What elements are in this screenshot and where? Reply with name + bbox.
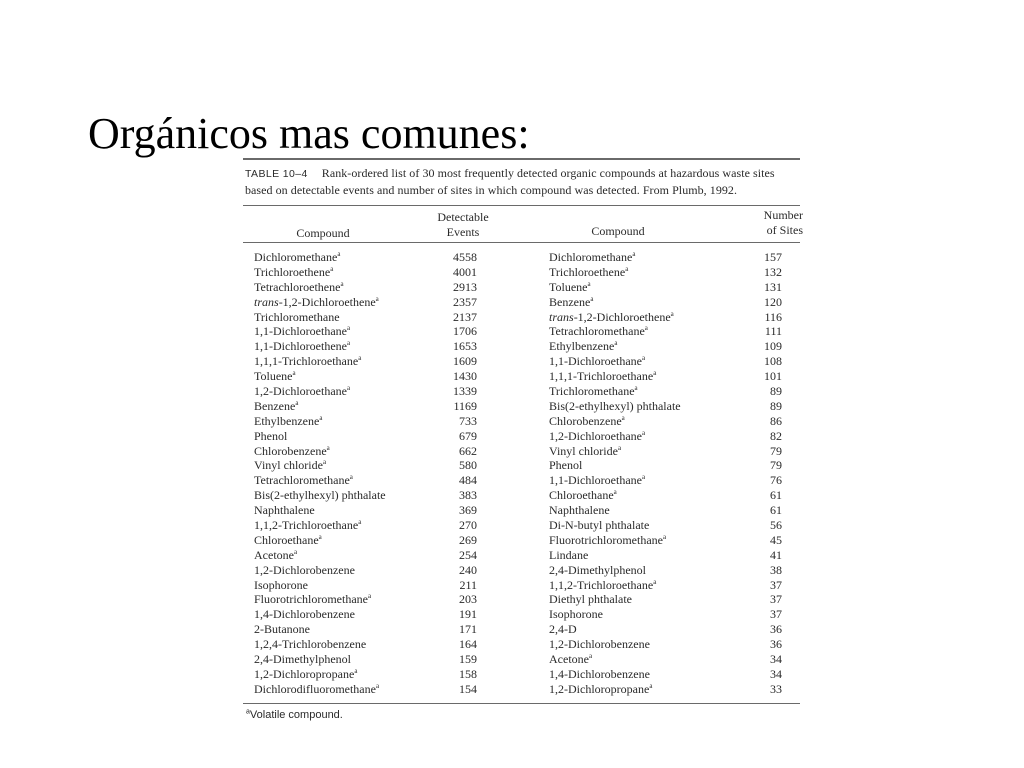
volatile-marker: a xyxy=(322,458,327,467)
table-caption-text: Rank-ordered list of 30 most frequently detected organic compounds at hazardous waste sites based on detectable events and number of sites in which compound was detected. From Plumb, 1992. xyxy=(245,166,775,197)
number-of-sites-value: 76 xyxy=(770,473,782,488)
table-row xyxy=(243,473,800,488)
volatile-marker: a xyxy=(653,577,657,586)
table-row xyxy=(243,280,800,295)
table-row xyxy=(243,592,800,607)
compound-left xyxy=(254,488,386,503)
compound-right xyxy=(549,295,593,310)
table-row xyxy=(243,354,800,369)
compound-name: Chlorobenzene xyxy=(549,413,622,428)
compound-name: Benzene xyxy=(549,294,591,309)
compound-name: Toluene xyxy=(254,369,293,384)
number-of-sites-value: 79 xyxy=(770,443,782,458)
number-of-sites-value: 36 xyxy=(770,637,782,652)
detectable-events-value: 154 xyxy=(459,681,477,696)
detectable-events-value: 679 xyxy=(459,428,477,443)
compound-right xyxy=(549,265,628,280)
compound-right xyxy=(549,607,603,622)
header-compound-left: Compound xyxy=(296,226,350,240)
table-bottom-rule xyxy=(243,703,800,704)
compound-name: 2,4-Dimethylphenol xyxy=(254,652,351,667)
table-row xyxy=(243,607,800,622)
detectable-events-value: 4001 xyxy=(453,264,477,279)
compound-name: 1,1-Dichloroethane xyxy=(254,324,347,339)
detectable-events-value: 383 xyxy=(459,488,477,503)
compound-right xyxy=(549,518,649,533)
compound-name: 1,2-Dichlorobenzene xyxy=(549,637,650,652)
compound-right xyxy=(549,444,621,459)
number-of-sites-value: 131 xyxy=(764,279,782,294)
compound-name: 1,1-Dichloroethane xyxy=(549,354,642,369)
volatile-marker: a xyxy=(375,294,379,303)
table-row xyxy=(243,667,800,682)
detectable-events-value: 484 xyxy=(459,473,477,488)
footnote-text: Volatile compound. xyxy=(249,709,343,721)
volatile-marker: a xyxy=(346,384,351,393)
compound-left xyxy=(254,578,308,593)
detectable-events-value: 1169 xyxy=(453,398,477,413)
detectable-events-value: 662 xyxy=(459,443,477,458)
table-image xyxy=(243,158,803,724)
compound-prefix: trans xyxy=(254,294,279,309)
compound-left xyxy=(254,607,355,622)
volatile-marker: a xyxy=(662,532,667,541)
compound-left xyxy=(254,339,350,354)
number-of-sites-value: 37 xyxy=(770,607,782,622)
compound-right xyxy=(549,488,617,503)
number-of-sites-value: 34 xyxy=(770,652,782,667)
compound-name: 1,1,2-Trichloroethane xyxy=(254,518,359,533)
table-header-bottom-rule xyxy=(243,242,800,243)
volatile-marker: a xyxy=(337,250,341,258)
compound-left xyxy=(254,265,333,280)
compound-right xyxy=(549,384,638,399)
compound-right xyxy=(549,280,591,295)
table-row xyxy=(243,429,800,444)
number-of-sites-value: 37 xyxy=(770,577,782,592)
compound-left xyxy=(254,548,297,563)
compound-right xyxy=(549,339,617,354)
compound-left xyxy=(254,250,340,265)
number-of-sites-value: 109 xyxy=(764,339,782,354)
detectable-events-value: 158 xyxy=(459,666,477,681)
number-of-sites-value: 89 xyxy=(770,398,782,413)
compound-right xyxy=(549,250,635,265)
detectable-events-value: 203 xyxy=(459,592,477,607)
volatile-marker: a xyxy=(641,473,646,482)
compound-name: 1,2-Dichlorobenzene xyxy=(254,562,355,577)
compound-name: Naphthalene xyxy=(254,503,315,518)
volatile-marker: a xyxy=(367,592,372,601)
volatile-marker: a xyxy=(292,369,296,378)
number-of-sites-value: 116 xyxy=(764,309,782,324)
compound-left xyxy=(254,310,340,325)
detectable-events-value: 2357 xyxy=(453,294,477,309)
number-of-sites-value: 56 xyxy=(770,518,782,533)
compound-name: 1,1,1-Trichloroethane xyxy=(254,354,359,369)
table-row xyxy=(243,563,800,578)
number-of-sites-value: 45 xyxy=(770,532,782,547)
detectable-events-value: 580 xyxy=(459,458,477,473)
compound-name: Diethyl phthalate xyxy=(549,592,632,607)
compound-name: Chlorobenzene xyxy=(254,443,327,458)
compound-left xyxy=(254,369,296,384)
compound-name: Trichloroethene xyxy=(254,264,331,279)
volatile-marker: a xyxy=(632,250,636,258)
number-of-sites-value: 79 xyxy=(770,458,782,473)
detectable-events-value: 4558 xyxy=(453,250,477,264)
compound-left xyxy=(254,280,344,295)
number-of-sites-value: 61 xyxy=(770,503,782,518)
compound-left xyxy=(254,399,298,414)
compound-left xyxy=(254,354,361,369)
volatile-marker: a xyxy=(293,547,298,556)
compound-name: Lindane xyxy=(549,547,589,562)
table-header-top-rule xyxy=(243,205,800,206)
compound-right xyxy=(549,578,656,593)
table-row xyxy=(243,622,800,637)
compound-name: Trichloromethane xyxy=(549,384,635,399)
table-label: TABLE 10–4 xyxy=(245,168,308,180)
compound-name: Dichloromethane xyxy=(254,250,338,264)
detectable-events-value: 171 xyxy=(459,622,477,637)
volatile-marker: a xyxy=(358,518,362,527)
compound-name: 1,2-Dichloropropane xyxy=(549,681,650,696)
compound-name: 1,1-Dichloroethane xyxy=(549,473,642,488)
detectable-events-value: 191 xyxy=(459,607,477,622)
compound-right xyxy=(549,324,648,339)
compound-name: Vinyl chloride xyxy=(549,443,618,458)
compound-right xyxy=(549,548,588,563)
compound-name: 1,1-Dichloroethene xyxy=(254,339,347,354)
volatile-marker: a xyxy=(318,532,322,541)
volatile-marker: a xyxy=(587,279,591,288)
compound-name: -1,2-Dichloroethene xyxy=(573,309,671,324)
table-caption xyxy=(245,166,799,198)
table-row xyxy=(243,250,800,265)
volatile-marker: a xyxy=(649,681,653,690)
table-row xyxy=(243,414,800,429)
compound-left xyxy=(254,518,361,533)
compound-name: 2,4-D xyxy=(549,622,577,637)
volatile-marker: a xyxy=(319,413,323,422)
volatile-marker: a xyxy=(617,443,622,452)
compound-left xyxy=(254,652,351,667)
footnote-marker: a xyxy=(246,708,250,716)
detectable-events-value: 164 xyxy=(459,637,477,652)
volatile-marker: a xyxy=(634,384,638,393)
volatile-marker: a xyxy=(330,264,334,273)
table-row xyxy=(243,548,800,563)
compound-name: 1,2-Dichloroethane xyxy=(254,384,347,399)
compound-name: Fluorotrichloromethane xyxy=(254,592,368,607)
compound-left xyxy=(254,458,326,473)
table-row xyxy=(243,637,800,652)
compound-name: Dichloromethane xyxy=(549,250,633,264)
table-body xyxy=(243,250,800,697)
number-of-sites-value: 86 xyxy=(770,413,782,428)
volatile-marker: a xyxy=(670,309,674,318)
volatile-marker: a xyxy=(653,369,657,378)
compound-left xyxy=(254,533,322,548)
table-row xyxy=(243,458,800,473)
table-row xyxy=(243,578,800,593)
header-detectable-events xyxy=(423,210,503,240)
compound-right xyxy=(549,592,632,607)
compound-left xyxy=(254,667,357,682)
detectable-events-value: 2913 xyxy=(453,279,477,294)
compound-left xyxy=(254,444,330,459)
compound-name: Isophorone xyxy=(549,607,603,622)
header-sites-line2: of Sites xyxy=(766,223,803,237)
compound-left xyxy=(254,563,355,578)
compound-name: Benzene xyxy=(254,398,296,413)
detectable-events-value: 1609 xyxy=(453,354,477,369)
compound-right xyxy=(549,429,645,444)
volatile-marker: a xyxy=(354,666,358,675)
compound-left xyxy=(254,503,315,518)
table-row xyxy=(243,652,800,667)
compound-name: Phenol xyxy=(549,458,583,473)
compound-left xyxy=(254,414,322,429)
table-row xyxy=(243,265,800,280)
volatile-marker: a xyxy=(326,443,330,452)
compound-right xyxy=(549,310,674,325)
compound-left xyxy=(254,622,310,637)
volatile-marker: a xyxy=(295,398,299,407)
compound-name: Ethylbenzene xyxy=(254,413,320,428)
compound-right xyxy=(549,354,645,369)
volatile-marker: a xyxy=(590,294,594,303)
compound-left xyxy=(254,384,350,399)
compound-right xyxy=(549,473,645,488)
compound-name: Ethylbenzene xyxy=(549,339,615,354)
table-row xyxy=(243,503,800,518)
table-row xyxy=(243,399,800,414)
compound-right xyxy=(549,533,666,548)
volatile-marker: a xyxy=(375,681,380,690)
compound-name: 1,1,2-Trichloroethane xyxy=(549,577,654,592)
compound-prefix: trans xyxy=(549,309,574,324)
compound-right xyxy=(549,667,650,682)
compound-right xyxy=(549,503,610,518)
number-of-sites-value: 111 xyxy=(764,324,782,339)
volatile-marker: a xyxy=(621,413,625,422)
volatile-marker: a xyxy=(346,324,351,333)
table-top-rule xyxy=(243,158,800,160)
header-number-of-sites xyxy=(733,208,803,238)
table-row xyxy=(243,369,800,384)
table-row xyxy=(243,384,800,399)
detectable-events-value: 159 xyxy=(459,652,477,667)
compound-name: 1,2-Dichloroethane xyxy=(549,428,642,443)
volatile-marker: a xyxy=(613,488,617,497)
compound-left xyxy=(254,473,353,488)
table-row xyxy=(243,533,800,548)
volatile-marker: a xyxy=(346,339,351,348)
compound-name: Fluorotrichloromethane xyxy=(549,532,663,547)
detectable-events-value: 1653 xyxy=(453,339,477,354)
table-row xyxy=(243,324,800,339)
detectable-events-value: 211 xyxy=(459,577,477,592)
volatile-marker: a xyxy=(340,279,344,288)
compound-name: Tetrachloromethane xyxy=(254,473,350,488)
number-of-sites-value: 108 xyxy=(764,354,782,369)
detectable-events-value: 1339 xyxy=(453,384,477,399)
table-row xyxy=(243,444,800,459)
detectable-events-value: 1706 xyxy=(453,324,477,339)
compound-name: Tetrachloromethane xyxy=(549,324,645,339)
compound-name: -1,2-Dichloroethene xyxy=(278,294,376,309)
compound-right xyxy=(549,652,592,667)
compound-right xyxy=(549,682,652,697)
header-events-line1: Detectable xyxy=(437,210,489,224)
number-of-sites-value: 132 xyxy=(764,264,782,279)
volatile-marker: a xyxy=(641,428,646,437)
compound-name: Acetone xyxy=(254,547,294,562)
compound-left xyxy=(254,637,366,652)
compound-name: Acetone xyxy=(549,652,589,667)
number-of-sites-value: 89 xyxy=(770,384,782,399)
compound-name: Bis(2-ethylhexyl) phthalate xyxy=(254,488,386,503)
compound-name: Di-N-butyl phthalate xyxy=(549,518,650,533)
number-of-sites-value: 82 xyxy=(770,428,782,443)
compound-name: 1,1,1-Trichloroethane xyxy=(549,369,654,384)
compound-left xyxy=(254,592,371,607)
number-of-sites-value: 101 xyxy=(764,369,782,384)
number-of-sites-value: 38 xyxy=(770,562,782,577)
compound-name: 2,4-Dimethylphenol xyxy=(549,562,646,577)
detectable-events-value: 1430 xyxy=(453,369,477,384)
compound-left xyxy=(254,429,287,444)
compound-name: 1,4-Dichlorobenzene xyxy=(549,666,650,681)
number-of-sites-value: 34 xyxy=(770,666,782,681)
compound-name: Trichloroethene xyxy=(549,264,626,279)
compound-right xyxy=(549,399,681,414)
compound-name: Tetrachloroethene xyxy=(254,279,341,294)
volatile-marker: a xyxy=(358,354,362,363)
volatile-marker: a xyxy=(349,473,353,482)
compound-left xyxy=(254,682,379,697)
compound-name: Trichloromethane xyxy=(254,309,340,324)
number-of-sites-value: 41 xyxy=(770,547,782,562)
compound-name: 1,4-Dichlorobenzene xyxy=(254,607,355,622)
compound-right xyxy=(549,637,650,652)
volatile-marker: a xyxy=(614,339,618,348)
compound-name: Bis(2-ethylhexyl) phthalate xyxy=(549,398,681,413)
header-events-line2: Events xyxy=(446,225,480,239)
table-row xyxy=(243,518,800,533)
compound-right xyxy=(549,414,625,429)
number-of-sites-value: 120 xyxy=(764,294,782,309)
header-sites-line1: Number xyxy=(763,208,803,222)
compound-left xyxy=(254,295,379,310)
compound-name: Toluene xyxy=(549,279,588,294)
number-of-sites-value: 157 xyxy=(764,250,782,264)
volatile-marker: a xyxy=(625,264,629,273)
detectable-events-value: 240 xyxy=(459,562,477,577)
compound-name: Phenol xyxy=(254,428,288,443)
compound-name: Dichlorodifluoromethane xyxy=(254,681,376,696)
detectable-events-value: 269 xyxy=(459,532,477,547)
number-of-sites-value: 37 xyxy=(770,592,782,607)
slide-title: Orgánicos mas comunes: xyxy=(88,109,530,158)
detectable-events-value: 270 xyxy=(459,518,477,533)
detectable-events-value: 254 xyxy=(459,547,477,562)
compound-name: Naphthalene xyxy=(549,503,610,518)
table-row xyxy=(243,682,800,697)
detectable-events-value: 2137 xyxy=(453,309,477,324)
compound-name: Isophorone xyxy=(254,577,308,592)
compound-right xyxy=(549,563,646,578)
table-footnote xyxy=(246,709,343,721)
detectable-events-value: 369 xyxy=(459,503,477,518)
compound-right xyxy=(549,369,656,384)
table-row xyxy=(243,310,800,325)
number-of-sites-value: 33 xyxy=(770,681,782,696)
volatile-marker: a xyxy=(641,354,646,363)
table-row xyxy=(243,339,800,354)
compound-name: Chloroethane xyxy=(254,532,319,547)
compound-name: 1,2-Dichloropropane xyxy=(254,666,355,681)
number-of-sites-value: 36 xyxy=(770,622,782,637)
compound-name: 1,2,4-Trichlorobenzene xyxy=(254,637,367,652)
compound-name: Chloroethane xyxy=(549,488,614,503)
volatile-marker: a xyxy=(588,652,593,661)
compound-name: 2-Butanone xyxy=(254,622,310,637)
compound-right xyxy=(549,622,577,637)
number-of-sites-value: 61 xyxy=(770,488,782,503)
volatile-marker: a xyxy=(644,324,648,333)
table-row xyxy=(243,488,800,503)
table-row xyxy=(243,295,800,310)
compound-name: Vinyl chloride xyxy=(254,458,323,473)
header-compound-right: Compound xyxy=(591,224,645,238)
compound-right xyxy=(549,458,582,473)
detectable-events-value: 733 xyxy=(459,413,477,428)
compound-left xyxy=(254,324,350,339)
